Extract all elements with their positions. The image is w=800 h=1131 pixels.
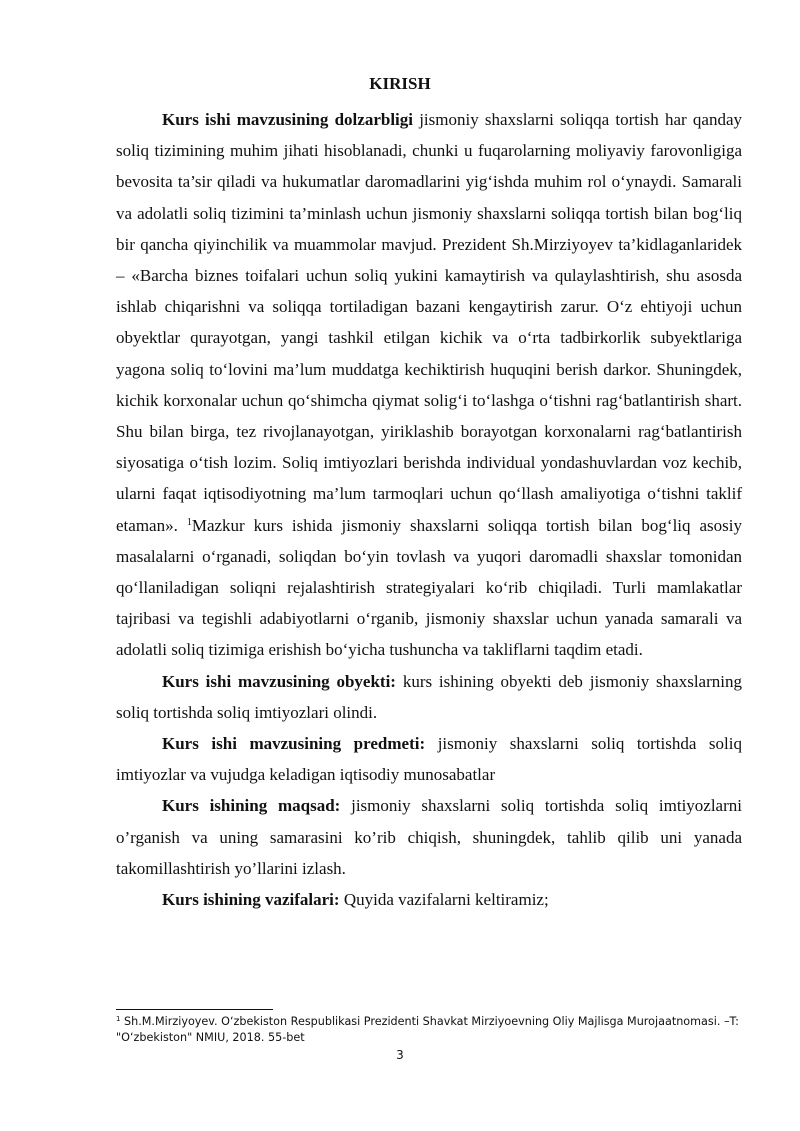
paragraph-lead: Kurs ishi mavzusining obyekti: (162, 671, 396, 691)
paragraph-text: kurs ishining obyekti deb jismoniy shaxslarning soliq tortishda soliq imtiyozlari olindi. (116, 671, 742, 722)
page-number: 3 (396, 1048, 404, 1062)
paragraph-lead: Kurs ishining vazifalari: (162, 890, 340, 910)
footnote-text: Sh.M.Mirziyoyev. O‘zbekiston Respublikasi Prezidenti Shavkat Mirziyoevning Oliy Majlisga Murojaatnomasi. –T: "O‘zbekiston" NMIU, 2018. 55-bet (116, 1015, 739, 1044)
paragraph-text: jismoniy shaxslarni soliq tortishda soliq imtiyozlar va vujudga keladigan iqtisodiy munosabatlar (116, 734, 742, 785)
paragraph-text: jismoniy shaxslarni soliqqa tortish har qanday soliq tizimining muhim jihati hisoblanadi, chunki u fuqarolarning moliyaviy farovonligiga bevosita ta’sir qiladi va hukumatlar daromadlarini yig‘ishda muhim rol o‘ynaydi. Samarali va adolatli soliq tizimini ta’minlash uchun jismoniy shaxslarni soliqqa tortish bilan bog‘liq bir qancha qiyinchilik va muammolar mavjud. Prezident Sh.Mirziyoyev ta’kidlaganlaridek – «Barcha biznes toifalari uchun soliq yukini kamaytirish va qulaylashtirish, shu asosda ishlab chiqarishni va soliqqa tortiladigan bazani kengaytirish zarur. O‘z ehtiyoji uchun obyektlar qurayotgan, yangi tashkil etilgan kichik va o‘rta tadbirkorlik subyektlariga yagona soliq to‘lovini ma’lum muddatga kechiktirish huquqini berish darkor. Shuningdek, kichik korxonalar uchun qo‘shimcha qiymat solig‘i to‘lashga o‘tishni rag‘batlantirish shart. Shu bilan birga, tez rivojlanayotgan, yiriklashib borayotgan korxonalarni rag‘batlantirish siyosatiga o‘tish lozim. Soliq imtiyozlari berishda individual yondashuvlardan voz kechib, ularni faqat iqtisodiyotning ma’lum tarmoqlari uchun qo‘llash amaliyotiga o‘tishni taklif etaman». (116, 110, 742, 535)
paragraph-subject (116, 728, 742, 790)
paragraph-lead: Kurs ishi mavzusining dolzarbligi (162, 110, 413, 129)
paragraph-goal (116, 790, 742, 884)
paragraph-tasks (116, 884, 742, 915)
footnote-divider (116, 1009, 273, 1010)
body-text (116, 104, 742, 915)
paragraph-object (116, 666, 742, 728)
section-heading: KIRISH (369, 74, 431, 93)
footnote (116, 1014, 742, 1046)
paragraph-text: Quyida vazifalarni keltiramiz; (339, 890, 549, 910)
footnote-marker: 1 (116, 1015, 121, 1023)
paragraph-text: jismoniy shaxslarni soliq tortishda soliq imtiyozlarni o’rganish va uning samarasini ko’rib chiqish, shuningdek, tahlib qilib uni yanada takomillashtirish yo’llarini izlash. (116, 796, 742, 878)
footnote-reference[interactable]: 1 (186, 516, 192, 528)
paragraph-text: Mazkur kurs ishida jismoniy shaxslarni soliqqa tortish bilan bog‘liq asosiy masalalarni o‘rganadi, soliqdan bo‘yin tovlash va yuqori daromadli shaxslar tomonidan qo‘llaniladigan soliqni rejalashtirish strategiyalari ko‘rib chiqiladi. Turli mamlakatlar tajribasi va tegishli adabiyotlarni o‘rganib, jismoniy shaxslar uchun yanada samarali va adolatli soliq tizimiga erishish bo‘yicha tushuncha va takliflarni taqdim etadi. (116, 515, 743, 660)
paragraph-lead: Kurs ishining maqsad: (162, 796, 341, 816)
paragraph-relevance (116, 104, 742, 666)
paragraph-lead: Kurs ishi mavzusining predmeti: (162, 734, 426, 754)
